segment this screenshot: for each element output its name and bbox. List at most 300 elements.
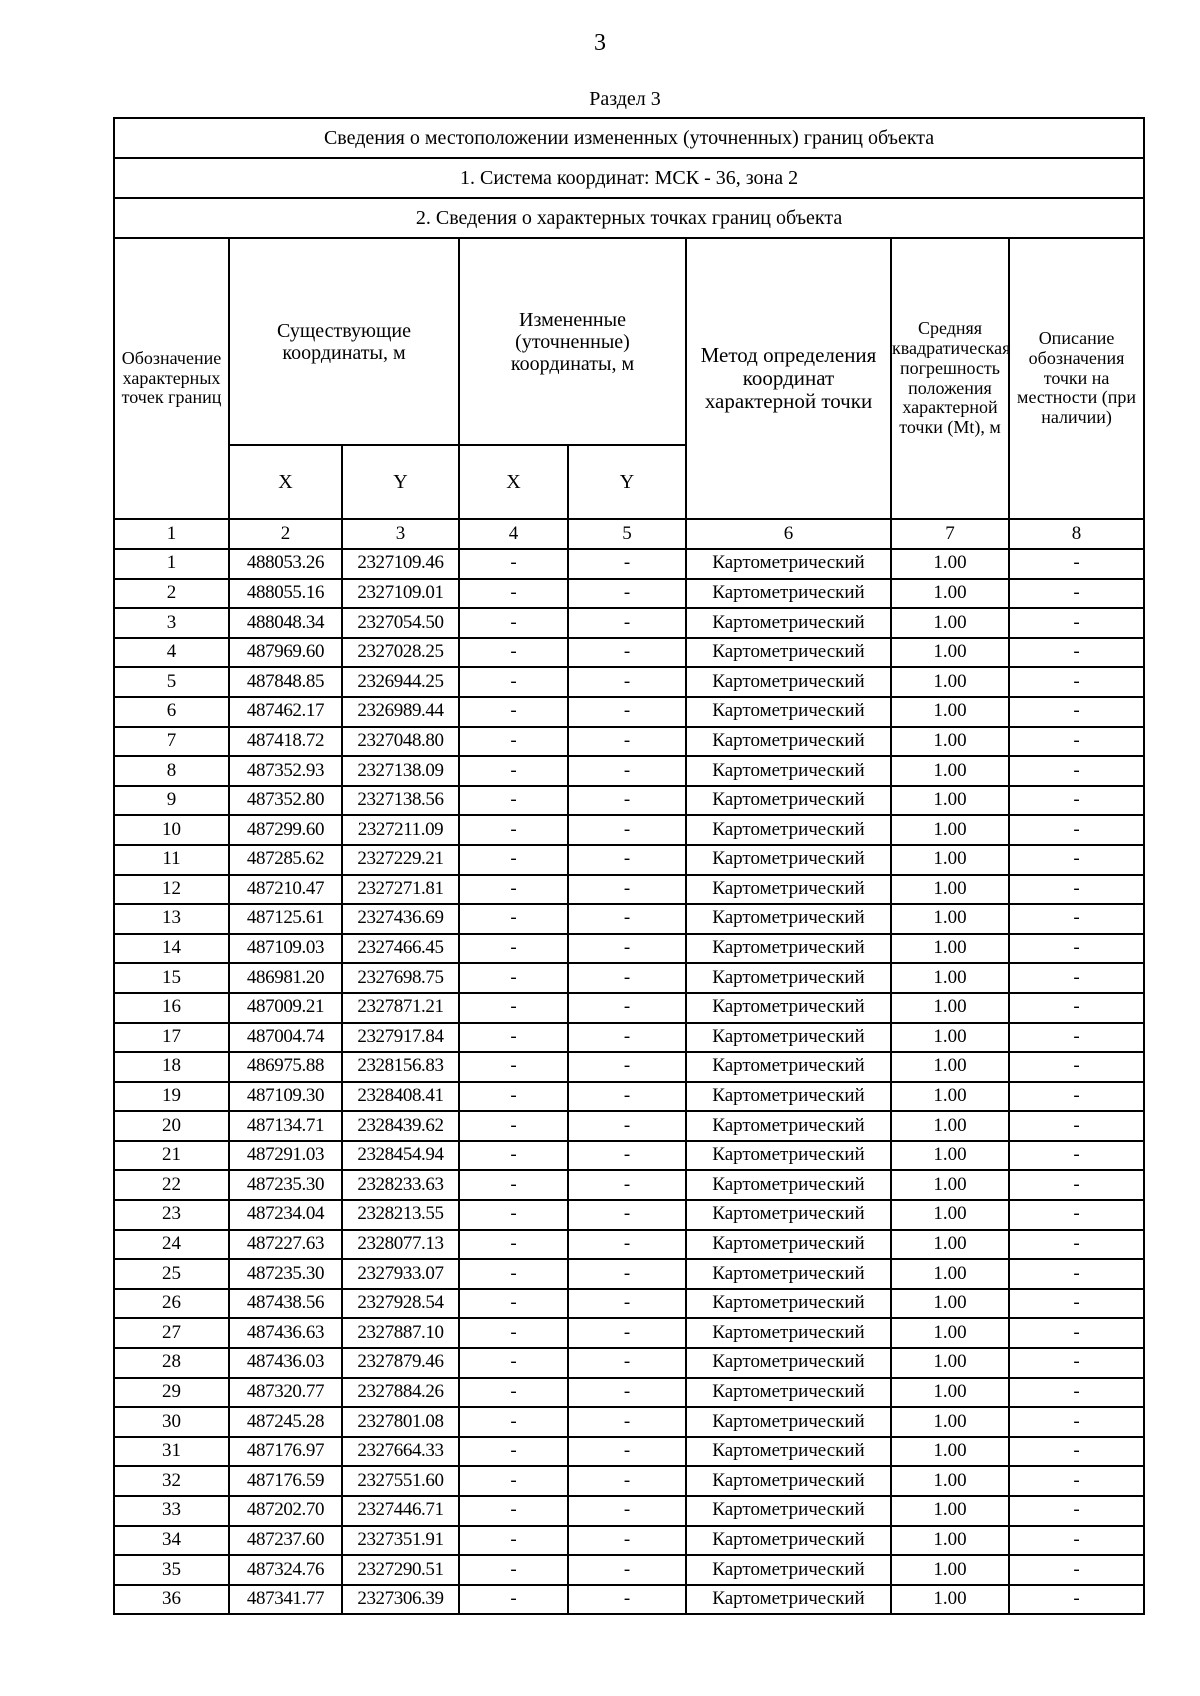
changed-x-cell: - (459, 845, 568, 875)
existing-y-cell: 2327109.01 (342, 579, 459, 609)
method-cell: Картометрический (686, 1052, 891, 1082)
column-number: 4 (459, 519, 568, 549)
existing-y-cell: 2328408.41 (342, 1082, 459, 1112)
existing-y-cell: 2327887.10 (342, 1318, 459, 1348)
description-cell: - (1009, 1466, 1144, 1496)
table-row (114, 667, 1144, 697)
table-row (114, 1023, 1144, 1053)
method-cell: Картометрический (686, 1289, 891, 1319)
point-number-cell: 36 (114, 1585, 229, 1615)
error-cell: 1.00 (891, 1466, 1009, 1496)
existing-x-cell: 487176.97 (229, 1437, 342, 1467)
method-cell: Картометрический (686, 1555, 891, 1585)
table-row (114, 608, 1144, 638)
header-designation: Обозначение характерных точек границ (114, 238, 229, 519)
error-cell: 1.00 (891, 1259, 1009, 1289)
method-cell: Картометрический (686, 1230, 891, 1260)
changed-y-cell: - (568, 934, 686, 964)
existing-x-cell: 487125.61 (229, 904, 342, 934)
header-changed-x: X (459, 445, 568, 519)
point-number-cell: 32 (114, 1466, 229, 1496)
table-row (114, 1407, 1144, 1437)
error-cell: 1.00 (891, 1289, 1009, 1319)
description-cell: - (1009, 727, 1144, 757)
point-number-cell: 4 (114, 638, 229, 668)
existing-x-cell: 487134.71 (229, 1111, 342, 1141)
changed-x-cell: - (459, 579, 568, 609)
method-cell: Картометрический (686, 815, 891, 845)
description-cell: - (1009, 1526, 1144, 1556)
changed-y-cell: - (568, 1318, 686, 1348)
existing-x-cell: 487320.77 (229, 1378, 342, 1408)
description-cell: - (1009, 667, 1144, 697)
existing-x-cell: 487235.30 (229, 1259, 342, 1289)
changed-y-cell: - (568, 786, 686, 816)
table-row (114, 1348, 1144, 1378)
table-title: Сведения о местоположении измененных (уточненных) границ объекта (114, 118, 1144, 158)
existing-x-cell: 487438.56 (229, 1289, 342, 1319)
existing-x-cell: 487299.60 (229, 815, 342, 845)
existing-x-cell: 487176.59 (229, 1466, 342, 1496)
changed-y-cell: - (568, 904, 686, 934)
existing-y-cell: 2327664.33 (342, 1437, 459, 1467)
changed-x-cell: - (459, 1378, 568, 1408)
point-number-cell: 19 (114, 1082, 229, 1112)
changed-x-cell: - (459, 815, 568, 845)
point-number-cell: 24 (114, 1230, 229, 1260)
header-changed-y: Y (568, 445, 686, 519)
changed-y-cell: - (568, 608, 686, 638)
method-cell: Картометрический (686, 1466, 891, 1496)
point-number-cell: 23 (114, 1200, 229, 1230)
header-existing-y: Y (342, 445, 459, 519)
method-cell: Картометрический (686, 579, 891, 609)
column-number-row (114, 519, 1144, 549)
column-number: 3 (342, 519, 459, 549)
changed-x-cell: - (459, 993, 568, 1023)
existing-x-cell: 487969.60 (229, 638, 342, 668)
table-row (114, 1318, 1144, 1348)
description-cell: - (1009, 875, 1144, 905)
existing-x-cell: 487245.28 (229, 1407, 342, 1437)
existing-x-cell: 487285.62 (229, 845, 342, 875)
existing-y-cell: 2327138.09 (342, 756, 459, 786)
method-cell: Картометрический (686, 963, 891, 993)
point-number-cell: 13 (114, 904, 229, 934)
point-number-cell: 34 (114, 1526, 229, 1556)
point-number-cell: 25 (114, 1259, 229, 1289)
existing-y-cell: 2327801.08 (342, 1407, 459, 1437)
method-cell: Картометрический (686, 1378, 891, 1408)
existing-y-cell: 2327551.60 (342, 1466, 459, 1496)
description-cell: - (1009, 1170, 1144, 1200)
existing-x-cell: 487462.17 (229, 697, 342, 727)
table-row (114, 1526, 1144, 1556)
existing-y-cell: 2328454.94 (342, 1141, 459, 1171)
error-cell: 1.00 (891, 1555, 1009, 1585)
description-cell: - (1009, 1200, 1144, 1230)
existing-y-cell: 2327917.84 (342, 1023, 459, 1053)
description-cell: - (1009, 1082, 1144, 1112)
existing-y-cell: 2327054.50 (342, 608, 459, 638)
point-number-cell: 17 (114, 1023, 229, 1053)
existing-x-cell: 487234.04 (229, 1200, 342, 1230)
changed-y-cell: - (568, 1082, 686, 1112)
table-row (114, 638, 1144, 668)
description-cell: - (1009, 1407, 1144, 1437)
existing-y-cell: 2328156.83 (342, 1052, 459, 1082)
point-number-cell: 1 (114, 549, 229, 579)
changed-x-cell: - (459, 963, 568, 993)
existing-y-cell: 2327306.39 (342, 1585, 459, 1615)
table-row (114, 1437, 1144, 1467)
existing-y-cell: 2327048.80 (342, 727, 459, 757)
error-cell: 1.00 (891, 993, 1009, 1023)
error-cell: 1.00 (891, 963, 1009, 993)
description-cell: - (1009, 1555, 1144, 1585)
existing-y-cell: 2328213.55 (342, 1200, 459, 1230)
existing-y-cell: 2327446.71 (342, 1496, 459, 1526)
changed-x-cell: - (459, 1585, 568, 1615)
existing-y-cell: 2327871.21 (342, 993, 459, 1023)
description-cell: - (1009, 815, 1144, 845)
changed-y-cell: - (568, 638, 686, 668)
point-number-cell: 15 (114, 963, 229, 993)
point-number-cell: 18 (114, 1052, 229, 1082)
point-number-cell: 29 (114, 1378, 229, 1408)
method-cell: Картометрический (686, 1585, 891, 1615)
point-number-cell: 28 (114, 1348, 229, 1378)
table-row (114, 1082, 1144, 1112)
description-cell: - (1009, 697, 1144, 727)
changed-y-cell: - (568, 667, 686, 697)
table-row (114, 875, 1144, 905)
existing-y-cell: 2327879.46 (342, 1348, 459, 1378)
column-number: 5 (568, 519, 686, 549)
description-cell: - (1009, 1378, 1144, 1408)
existing-y-cell: 2327698.75 (342, 963, 459, 993)
changed-x-cell: - (459, 1141, 568, 1171)
table-row (114, 845, 1144, 875)
error-cell: 1.00 (891, 1141, 1009, 1171)
method-cell: Картометрический (686, 904, 891, 934)
existing-x-cell: 487848.85 (229, 667, 342, 697)
changed-y-cell: - (568, 1170, 686, 1200)
method-cell: Картометрический (686, 756, 891, 786)
existing-x-cell: 488055.16 (229, 579, 342, 609)
changed-x-cell: - (459, 786, 568, 816)
description-cell: - (1009, 1023, 1144, 1053)
changed-x-cell: - (459, 1230, 568, 1260)
changed-x-cell: - (459, 1023, 568, 1053)
description-cell: - (1009, 1052, 1144, 1082)
changed-x-cell: - (459, 1111, 568, 1141)
changed-y-cell: - (568, 756, 686, 786)
table-row (114, 1378, 1144, 1408)
error-cell: 1.00 (891, 786, 1009, 816)
method-cell: Картометрический (686, 727, 891, 757)
error-cell: 1.00 (891, 1496, 1009, 1526)
existing-x-cell: 487352.80 (229, 786, 342, 816)
error-cell: 1.00 (891, 1437, 1009, 1467)
description-cell: - (1009, 786, 1144, 816)
table-row (114, 1200, 1144, 1230)
description-cell: - (1009, 756, 1144, 786)
error-cell: 1.00 (891, 1378, 1009, 1408)
error-cell: 1.00 (891, 1111, 1009, 1141)
table-row (114, 1141, 1144, 1171)
description-cell: - (1009, 993, 1144, 1023)
method-cell: Картометрический (686, 667, 891, 697)
coordinates-table (113, 117, 1145, 1615)
description-cell: - (1009, 1141, 1144, 1171)
header-description: Описание обозначения точки на местности (при наличии) (1009, 238, 1144, 519)
description-cell: - (1009, 1496, 1144, 1526)
description-cell: - (1009, 845, 1144, 875)
changed-x-cell: - (459, 934, 568, 964)
page-number: 3 (594, 30, 606, 56)
column-number: 1 (114, 519, 229, 549)
existing-x-cell: 487436.03 (229, 1348, 342, 1378)
error-cell: 1.00 (891, 579, 1009, 609)
existing-x-cell: 488048.34 (229, 608, 342, 638)
point-number-cell: 8 (114, 756, 229, 786)
existing-x-cell: 487109.03 (229, 934, 342, 964)
method-cell: Картометрический (686, 993, 891, 1023)
existing-x-cell: 487202.70 (229, 1496, 342, 1526)
description-cell: - (1009, 963, 1144, 993)
existing-x-cell: 487227.63 (229, 1230, 342, 1260)
method-cell: Картометрический (686, 608, 891, 638)
method-cell: Картометрический (686, 1496, 891, 1526)
existing-y-cell: 2327928.54 (342, 1289, 459, 1319)
error-cell: 1.00 (891, 1082, 1009, 1112)
point-number-cell: 3 (114, 608, 229, 638)
column-number: 7 (891, 519, 1009, 549)
existing-y-cell: 2327028.25 (342, 638, 459, 668)
changed-x-cell: - (459, 1318, 568, 1348)
point-number-cell: 6 (114, 697, 229, 727)
point-number-cell: 21 (114, 1141, 229, 1171)
description-cell: - (1009, 1259, 1144, 1289)
changed-y-cell: - (568, 579, 686, 609)
description-cell: - (1009, 1230, 1144, 1260)
description-cell: - (1009, 1348, 1144, 1378)
point-number-cell: 16 (114, 993, 229, 1023)
error-cell: 1.00 (891, 845, 1009, 875)
existing-x-cell: 486975.88 (229, 1052, 342, 1082)
changed-x-cell: - (459, 638, 568, 668)
changed-x-cell: - (459, 1496, 568, 1526)
description-cell: - (1009, 1437, 1144, 1467)
method-cell: Картометрический (686, 1259, 891, 1289)
table-row (114, 815, 1144, 845)
point-number-cell: 12 (114, 875, 229, 905)
header-changed-coords: Измененные (уточненные) координаты, м (459, 238, 686, 445)
table-row (114, 993, 1144, 1023)
method-cell: Картометрический (686, 845, 891, 875)
table-row (114, 727, 1144, 757)
table-row (114, 1052, 1144, 1082)
changed-y-cell: - (568, 1526, 686, 1556)
changed-y-cell: - (568, 875, 686, 905)
method-cell: Картометрический (686, 934, 891, 964)
error-cell: 1.00 (891, 697, 1009, 727)
error-cell: 1.00 (891, 1052, 1009, 1082)
table-row (114, 579, 1144, 609)
points-title-line: 2. Сведения о характерных точках границ объекта (114, 198, 1144, 238)
existing-x-cell: 486981.20 (229, 963, 342, 993)
table-row (114, 549, 1144, 579)
error-cell: 1.00 (891, 1585, 1009, 1615)
changed-x-cell: - (459, 1348, 568, 1378)
method-cell: Картометрический (686, 638, 891, 668)
method-cell: Картометрический (686, 1318, 891, 1348)
existing-y-cell: 2327290.51 (342, 1555, 459, 1585)
column-number: 6 (686, 519, 891, 549)
existing-x-cell: 487235.30 (229, 1170, 342, 1200)
method-cell: Картометрический (686, 1023, 891, 1053)
description-cell: - (1009, 579, 1144, 609)
error-cell: 1.00 (891, 815, 1009, 845)
table-row (114, 1111, 1144, 1141)
existing-y-cell: 2327884.26 (342, 1378, 459, 1408)
changed-y-cell: - (568, 845, 686, 875)
error-cell: 1.00 (891, 1170, 1009, 1200)
changed-x-cell: - (459, 756, 568, 786)
existing-x-cell: 487109.30 (229, 1082, 342, 1112)
method-cell: Картометрический (686, 1141, 891, 1171)
changed-y-cell: - (568, 1230, 686, 1260)
existing-y-cell: 2328439.62 (342, 1111, 459, 1141)
existing-x-cell: 487237.60 (229, 1526, 342, 1556)
description-cell: - (1009, 1318, 1144, 1348)
changed-y-cell: - (568, 1200, 686, 1230)
coord-system-line: 1. Система координат: МСК - 36, зона 2 (114, 158, 1144, 198)
table-row (114, 1555, 1144, 1585)
existing-y-cell: 2327211.09 (342, 815, 459, 845)
changed-x-cell: - (459, 904, 568, 934)
error-cell: 1.00 (891, 1407, 1009, 1437)
changed-y-cell: - (568, 727, 686, 757)
changed-x-cell: - (459, 727, 568, 757)
error-cell: 1.00 (891, 638, 1009, 668)
changed-y-cell: - (568, 1378, 686, 1408)
header-error: Средняя квадратическая погрешность положения характерной точки (Mt), м (891, 238, 1009, 519)
table-row (114, 1259, 1144, 1289)
existing-x-cell: 487341.77 (229, 1585, 342, 1615)
point-number-cell: 22 (114, 1170, 229, 1200)
existing-x-cell: 487210.47 (229, 875, 342, 905)
method-cell: Картометрический (686, 697, 891, 727)
changed-y-cell: - (568, 815, 686, 845)
table-row (114, 1585, 1144, 1615)
table-row (114, 1170, 1144, 1200)
existing-y-cell: 2326989.44 (342, 697, 459, 727)
error-cell: 1.00 (891, 667, 1009, 697)
method-cell: Картометрический (686, 1407, 891, 1437)
existing-x-cell: 487352.93 (229, 756, 342, 786)
changed-y-cell: - (568, 1348, 686, 1378)
changed-y-cell: - (568, 1496, 686, 1526)
method-cell: Картометрический (686, 1437, 891, 1467)
changed-x-cell: - (459, 1259, 568, 1289)
table-row (114, 1289, 1144, 1319)
existing-y-cell: 2327271.81 (342, 875, 459, 905)
existing-x-cell: 488053.26 (229, 549, 342, 579)
point-number-cell: 33 (114, 1496, 229, 1526)
existing-y-cell: 2327351.91 (342, 1526, 459, 1556)
method-cell: Картометрический (686, 1170, 891, 1200)
changed-x-cell: - (459, 697, 568, 727)
point-number-cell: 11 (114, 845, 229, 875)
table-row (114, 1496, 1144, 1526)
changed-x-cell: - (459, 1200, 568, 1230)
changed-y-cell: - (568, 549, 686, 579)
changed-x-cell: - (459, 1526, 568, 1556)
existing-y-cell: 2327466.45 (342, 934, 459, 964)
point-number-cell: 2 (114, 579, 229, 609)
existing-y-cell: 2326944.25 (342, 667, 459, 697)
point-number-cell: 30 (114, 1407, 229, 1437)
existing-y-cell: 2327933.07 (342, 1259, 459, 1289)
header-existing-coords: Существующие координаты, м (229, 238, 459, 445)
changed-y-cell: - (568, 1437, 686, 1467)
error-cell: 1.00 (891, 875, 1009, 905)
existing-y-cell: 2327109.46 (342, 549, 459, 579)
method-cell: Картометрический (686, 786, 891, 816)
existing-y-cell: 2328233.63 (342, 1170, 459, 1200)
existing-y-cell: 2328077.13 (342, 1230, 459, 1260)
table-row (114, 1230, 1144, 1260)
description-cell: - (1009, 934, 1144, 964)
table-row (114, 1466, 1144, 1496)
changed-y-cell: - (568, 1259, 686, 1289)
point-number-cell: 31 (114, 1437, 229, 1467)
changed-y-cell: - (568, 1407, 686, 1437)
error-cell: 1.00 (891, 1023, 1009, 1053)
existing-x-cell: 487324.76 (229, 1555, 342, 1585)
changed-y-cell: - (568, 1052, 686, 1082)
description-cell: - (1009, 638, 1144, 668)
changed-x-cell: - (459, 667, 568, 697)
changed-x-cell: - (459, 608, 568, 638)
changed-y-cell: - (568, 963, 686, 993)
point-number-cell: 7 (114, 727, 229, 757)
column-number: 2 (229, 519, 342, 549)
description-cell: - (1009, 1289, 1144, 1319)
point-number-cell: 20 (114, 1111, 229, 1141)
changed-x-cell: - (459, 1052, 568, 1082)
error-cell: 1.00 (891, 727, 1009, 757)
header-existing-x: X (229, 445, 342, 519)
point-number-cell: 27 (114, 1318, 229, 1348)
method-cell: Картометрический (686, 1200, 891, 1230)
changed-x-cell: - (459, 875, 568, 905)
error-cell: 1.00 (891, 904, 1009, 934)
method-cell: Картометрический (686, 549, 891, 579)
changed-x-cell: - (459, 1289, 568, 1319)
changed-x-cell: - (459, 1170, 568, 1200)
error-cell: 1.00 (891, 934, 1009, 964)
error-cell: 1.00 (891, 1200, 1009, 1230)
point-number-cell: 35 (114, 1555, 229, 1585)
existing-x-cell: 487009.21 (229, 993, 342, 1023)
point-number-cell: 26 (114, 1289, 229, 1319)
description-cell: - (1009, 549, 1144, 579)
changed-y-cell: - (568, 1289, 686, 1319)
section-title: Раздел 3 (589, 88, 661, 110)
